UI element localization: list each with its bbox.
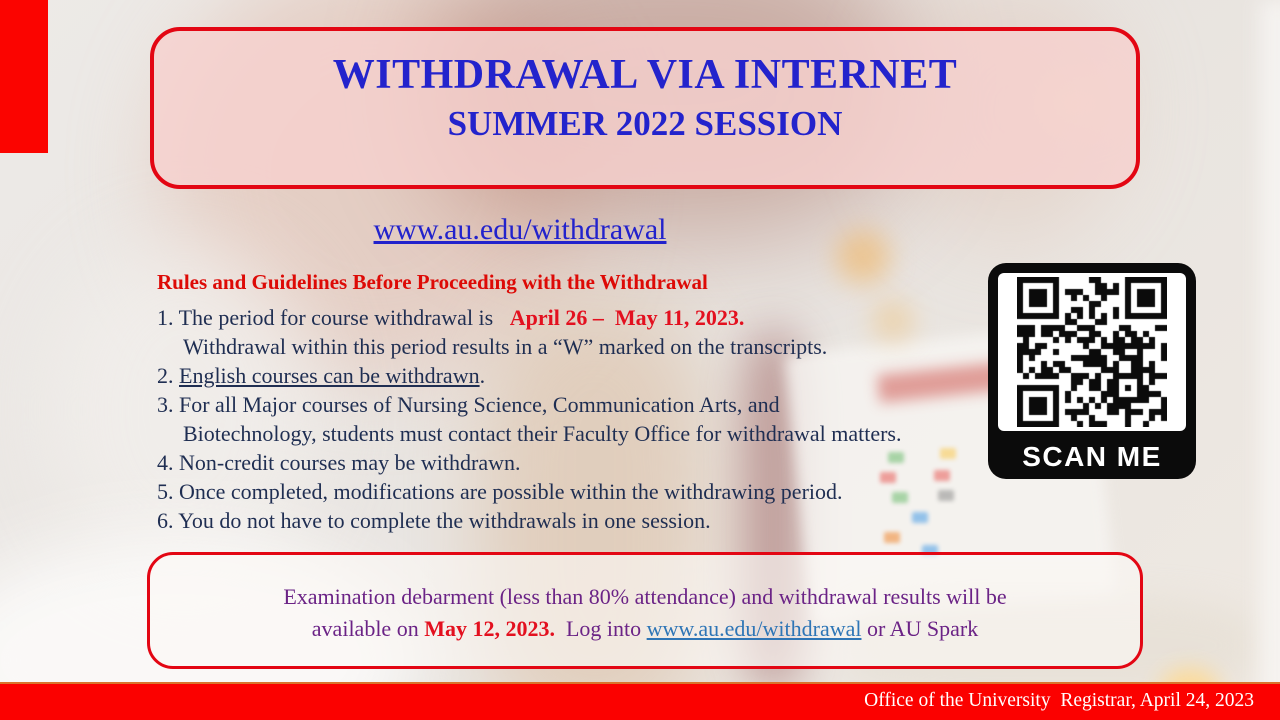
rule-line [157,332,997,361]
note-box [147,552,1143,669]
text-segment: Withdrawal within this period results in a “W” marked on the transcripts. [183,334,828,359]
qr-scan-me-label: SCAN ME [1022,441,1162,472]
text-segment: available on [311,616,425,641]
text-segment: . [479,363,486,388]
rules-list [157,303,997,535]
rule-number: 5. [157,479,179,504]
qr-code-panel [988,263,1196,479]
qr-code-canvas [1017,277,1167,427]
rules-heading: Rules and Guidelines Before Proceeding with the Withdrawal [157,270,708,294]
slide-title: WITHDRAWAL VIA INTERNET [332,52,958,98]
rule-number: 4. [157,450,179,475]
text-segment: Non-credit courses may be withdrawn. [179,450,521,475]
rule-number: 1. [157,305,179,330]
inline-link[interactable]: www.au.edu/withdrawal [646,616,862,641]
rule-number: 2. [157,363,179,388]
left-red-bar [0,0,48,153]
rule-line [157,419,997,448]
main-url-wrap [150,213,890,247]
rule-line [157,448,997,477]
rule-number: 6. [157,508,179,533]
note-text [150,555,1140,645]
text-segment: The period for course withdrawal is [178,305,510,330]
text-segment: Log into [554,616,647,641]
text-segment: Once completed, modifications are possible within the withdrawing period. [179,479,843,504]
text-segment: English courses can be withdrawn [179,363,480,388]
rule-number: 3. [157,392,179,417]
text-segment: April 26 – May 11, 2023. [509,305,745,330]
background-blob [1260,0,1280,720]
qr-code-background [998,273,1186,431]
note-line [150,613,1140,645]
text-segment: For all Major courses of Nursing Science, Communication Arts, and [179,392,780,417]
withdrawal-url-link[interactable]: www.au.edu/withdrawal [373,213,667,246]
rule-line [157,506,997,535]
title-box [150,27,1140,189]
slide-subtitle: SUMMER 2022 SESSION [447,104,843,143]
rule-line [157,303,997,332]
footer-bar [0,682,1280,720]
text-segment: You do not have to complete the withdrawals in one session. [178,508,711,533]
rule-line [157,361,997,390]
text-segment: Biotechnology, students must contact their Faculty Office for withdrawal matters. [183,421,902,446]
text-segment: or AU Spark [861,616,979,641]
text-segment: May 12, 2023. [424,616,555,641]
rule-line [157,477,997,506]
text-segment: Examination debarment (less than 80% attendance) and withdrawal results will be [283,584,1007,609]
footer-text: Office of the University Registrar, April 24, 2023 [864,690,1254,711]
rule-line [157,390,997,419]
note-line [150,581,1140,613]
